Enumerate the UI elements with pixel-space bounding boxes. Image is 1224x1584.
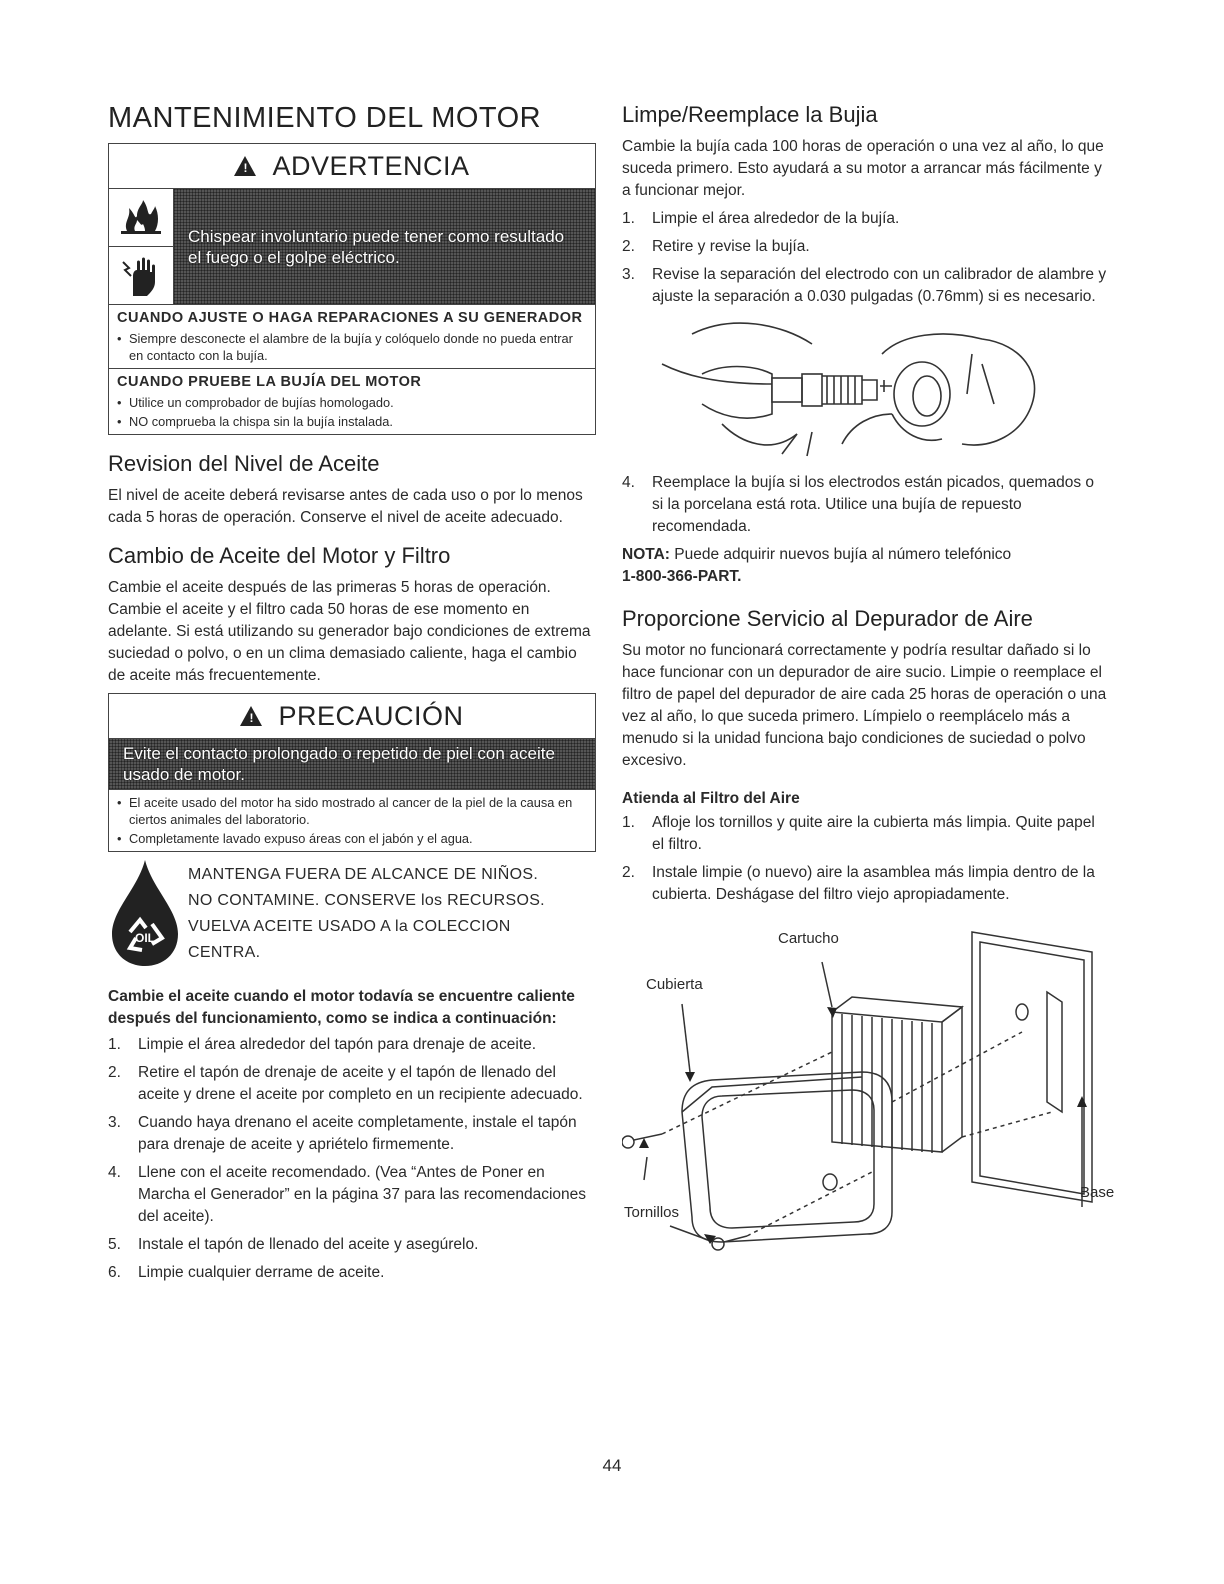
spark-plug-text: Cambie la bujía cada 100 horas de operación o una vez al año, lo que suceda primero. Esto ayudará a su motor a arrancar más fácilmente y a funcionar mejor.: [622, 138, 1104, 199]
left-column: [108, 100, 596, 1290]
fire-icon: [109, 189, 173, 246]
list-item: 4. Reemplace la bujía si los electrodos están picados, quemados o si la porcelana está rota. Utilice una bujía de repuesto recomendada.: [622, 474, 1095, 535]
label-cartucho: Cartucho: [778, 930, 839, 947]
recycle-text: MANTENGA FUERA DE ALCANCE DE NIÑOS. NO CONTAMINE. CONSERVE los RECURSOS. VUELVA ACEITE USADO A la COLECCION CENTRA.: [188, 866, 545, 961]
label-tornillos: Tornillos: [624, 1204, 680, 1221]
warning-bullet: • NO comprueba la chispa sin la bujía instalada.: [117, 414, 393, 429]
warning-heading: ADVERTENCIA: [272, 150, 470, 181]
list-item: 1. Afloje los tornillos y quite aire la cubierta más limpia. Quite papel el filtro.: [622, 814, 1095, 853]
list-item: 4. Llene con el aceite recomendado. (Vea “Antes de Poner en Marcha el Generador” en la página 37 para las recomendaciones del aceite).: [108, 1164, 587, 1225]
spark-plug-steps: [622, 208, 1108, 308]
list-item: 3. Revise la separación del electrodo con un calibrador de alambre y ajuste la separación a 0.030 pulgadas (0.76mm) si es necesario.: [622, 266, 1107, 305]
warning-hazard-text: Chispear involuntario puede tener como resultado el fuego o el golpe eléctrico.: [174, 189, 595, 304]
recycle-notice: [108, 858, 596, 970]
caution-title: [109, 694, 595, 739]
list-item: 2. Retire y revise la bujía.: [622, 238, 810, 255]
svg-text:OIL: OIL: [135, 931, 155, 945]
oil-level-text: El nivel de aceite deberá revisarse antes de cada uso o por lo menos cada 5 horas de operación. Conserve el nivel de aceite adecuado.: [108, 487, 583, 526]
oil-procedure-intro: Cambie el aceite cuando el motor todavía se encuentre caliente después del funcionamiento, como se indica a continuación:: [108, 988, 575, 1027]
page-number: 44: [602, 1456, 622, 1475]
label-base: Base: [1080, 1184, 1115, 1201]
page-title: MANTENIMIENTO DEL MOTOR: [108, 102, 542, 134]
phone-number: 1-800-366-PART.: [622, 568, 742, 585]
right-column: [622, 100, 1115, 1262]
air-filter-subheading: Atienda al Filtro del Aire: [622, 790, 800, 807]
warning-box: [108, 143, 596, 435]
spark-plug-note: NOTA: Puede adquirir nuevos bujía al número telefónico 1-800-366-PART.: [622, 546, 1012, 585]
caution-heading: PRECAUCIÓN: [278, 700, 464, 731]
spark-plug-illustration: [622, 314, 1108, 464]
electric-shock-icon: [109, 246, 173, 304]
warning-hazard-row: [109, 189, 595, 305]
oil-change-text: Cambie el aceite después de las primeras 5 horas de operación. Cambie el aceite y el filtro cada 50 horas de ese momento en adelante. Si está utilizando su generador bajo condiciones de extrema suciedad o polvo, o en un clima demasiado caliente, haga el cambio de aceite más frecuentemente.: [108, 579, 591, 684]
warning-triangle-icon: !: [234, 156, 256, 176]
caution-hazard-text: Evite el contacto prolongado o repetido de piel con aceite usado de motor.: [109, 739, 595, 790]
air-filter-diagram: [622, 912, 1115, 1262]
air-cleaner-text: Su motor no funcionará correctamente y podría resultar dañado si lo hace funcionar con un depurador de aire sucio. Limpie o reemplace el filtro de papel del depurador de aire cada 25 horas de operación o una vez al año, lo que suceda primero. Límpielo o reemplácelo más a menudo si la unidad funciona bajo condiciones de suciedad o polvo excesivo.: [622, 642, 1107, 769]
warning-triangle-icon: !: [240, 706, 262, 726]
list-item: 1. Limpie el área alrededor de la bujía.: [622, 210, 900, 227]
warning-bullet: • Siempre desconecte el alambre de la bujía y colóquelo donde no pueda entrar en contacto con la bujía.: [117, 331, 573, 363]
list-item: 2. Retire el tapón de drenaje de aceite y el tapón de llenado del aceite y drene el aceite por completo en un recipiente adecuado.: [108, 1064, 583, 1103]
spark-plug-heading: Limpe/Reemplace la Bujia: [622, 102, 878, 127]
caution-bullet: • Completamente lavado expuso áreas con el jabón y el agua.: [117, 831, 473, 846]
list-item: 3. Cuando haya drenano el aceite completamente, instale el tapón para drenaje de aceite y apriételo firmemente.: [108, 1114, 577, 1153]
warning-title: [109, 144, 595, 189]
list-item: 6. Limpie cualquier derrame de aceite.: [108, 1264, 385, 1281]
warning-section2-head: CUANDO PRUEBE LA BUJÍA DEL MOTOR: [117, 374, 422, 390]
list-item: 5. Instale el tapón de llenado del aceite y asegúrelo.: [108, 1236, 479, 1253]
warning-section1-head: CUANDO AJUSTE O HAGA REPARACIONES A SU GENERADOR: [117, 310, 583, 326]
label-cubierta: Cubierta: [646, 976, 703, 993]
caution-bullet: • El aceite usado del motor ha sido mostrado al cancer de la piel de la causa en ciertos animales del laboratorio.: [117, 795, 573, 827]
list-item: 1. Limpie el área alrededor del tapón para drenaje de aceite.: [108, 1036, 537, 1053]
oil-recycle-icon: [108, 858, 182, 970]
list-item: 2. Instale limpie (o nuevo) aire la asamblea más limpia dentro de la cubierta. Deshágase del filtro viejo apropiadamente.: [622, 864, 1095, 903]
hazard-icons: [109, 189, 174, 304]
oil-change-heading: Cambio de Aceite del Motor y Filtro: [108, 543, 451, 568]
warning-bullet: • Utilice un comprobador de bujías homologado.: [117, 395, 394, 410]
oil-change-steps: [108, 1034, 596, 1284]
oil-level-heading: Revision del Nivel de Aceite: [108, 451, 380, 476]
air-filter-steps: [622, 812, 1108, 906]
caution-box: [108, 693, 596, 852]
air-cleaner-heading: Proporcione Servicio al Depurador de Aire: [622, 606, 1033, 631]
spark-plug-step4: [622, 472, 1108, 538]
